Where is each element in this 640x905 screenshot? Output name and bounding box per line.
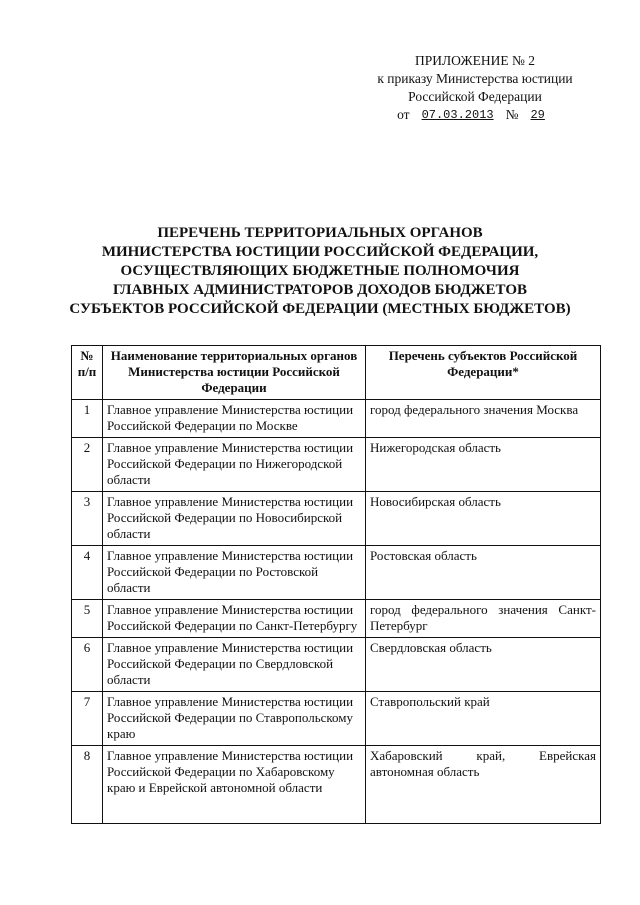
title-line-5: СУБЪЕКТОВ РОССИЙСКОЙ ФЕДЕРАЦИИ (МЕСТНЫХ БЮДЖЕТОВ)	[69, 301, 571, 317]
row-org: Главное управление Министерства юстиции Российской Федерации по Москве	[103, 400, 366, 438]
table-row	[72, 492, 601, 546]
table-row	[72, 692, 601, 746]
header-org: Наименование территориальных органов Министерства юстиции Российской Федерации	[103, 346, 366, 400]
title-line-2: МИНИСТЕРСТВА ЮСТИЦИИ РОССИЙСКОЙ ФЕДЕРАЦИИ,	[101, 244, 539, 260]
document-title	[40, 224, 600, 319]
header-num: № п/п	[72, 346, 103, 400]
row-subjects: Хабаровский край, Еврейская автономная область	[366, 746, 601, 824]
row-org: Главное управление Министерства юстиции Российской Федерации по Новосибирской области	[103, 492, 366, 546]
territorial-bodies-table	[71, 345, 601, 824]
row-num: 3	[72, 492, 103, 546]
number-prefix: №	[505, 107, 519, 122]
row-org: Главное управление Министерства юстиции Российской Федерации по Нижегородской области	[103, 438, 366, 492]
date-prefix: от	[397, 107, 410, 122]
order-issuer: Российской Федерации	[408, 89, 542, 104]
table-row	[72, 746, 601, 824]
table-row	[72, 638, 601, 692]
header-subjects: Перечень субъектов Российской Федерации*	[366, 346, 601, 400]
row-num: 8	[72, 746, 103, 824]
row-subjects: Ростовская область	[366, 546, 601, 600]
table-row	[72, 546, 601, 600]
order-number: 29	[530, 108, 545, 122]
row-subjects: Нижегородская область	[366, 438, 601, 492]
row-num: 2	[72, 438, 103, 492]
row-org: Главное управление Министерства юстиции Российской Федерации по Хабаровскому краю и Еврейской автономной области	[103, 746, 366, 824]
row-subjects: город федерального значения Москва	[366, 400, 601, 438]
row-num: 7	[72, 692, 103, 746]
row-num: 6	[72, 638, 103, 692]
row-org: Главное управление Министерства юстиции Российской Федерации по Свердловской области	[103, 638, 366, 692]
order-date-line	[340, 106, 610, 124]
row-num: 1	[72, 400, 103, 438]
row-num: 5	[72, 600, 103, 638]
order-date: 07.03.2013	[421, 108, 494, 122]
row-num: 4	[72, 546, 103, 600]
table-row	[72, 600, 601, 638]
row-org: Главное управление Министерства юстиции Российской Федерации по Ставропольскому краю	[103, 692, 366, 746]
row-org: Главное управление Министерства юстиции Российской Федерации по Санкт-Петербургу	[103, 600, 366, 638]
table-row	[72, 438, 601, 492]
row-subjects: Новосибирская область	[366, 492, 601, 546]
title-line-3: ОСУЩЕСТВЛЯЮЩИХ БЮДЖЕТНЫЕ ПОЛНОМОЧИЯ	[120, 263, 520, 279]
table-header-row	[72, 346, 601, 400]
title-line-4: ГЛАВНЫХ АДМИНИСТРАТОРОВ ДОХОДОВ БЮДЖЕТОВ	[112, 282, 528, 298]
row-subjects: Свердловская область	[366, 638, 601, 692]
table-row	[72, 400, 601, 438]
order-reference: к приказу Министерства юстиции	[377, 71, 573, 86]
appendix-header	[340, 52, 610, 124]
title-line-1: ПЕРЕЧЕНЬ ТЕРРИТОРИАЛЬНЫХ ОРГАНОВ	[157, 225, 483, 241]
row-subjects: город федерального значения Санкт-Петербург	[366, 600, 601, 638]
row-subjects: Ставропольский край	[366, 692, 601, 746]
row-org: Главное управление Министерства юстиции Российской Федерации по Ростовской области	[103, 546, 366, 600]
appendix-label: ПРИЛОЖЕНИЕ № 2	[414, 53, 536, 68]
